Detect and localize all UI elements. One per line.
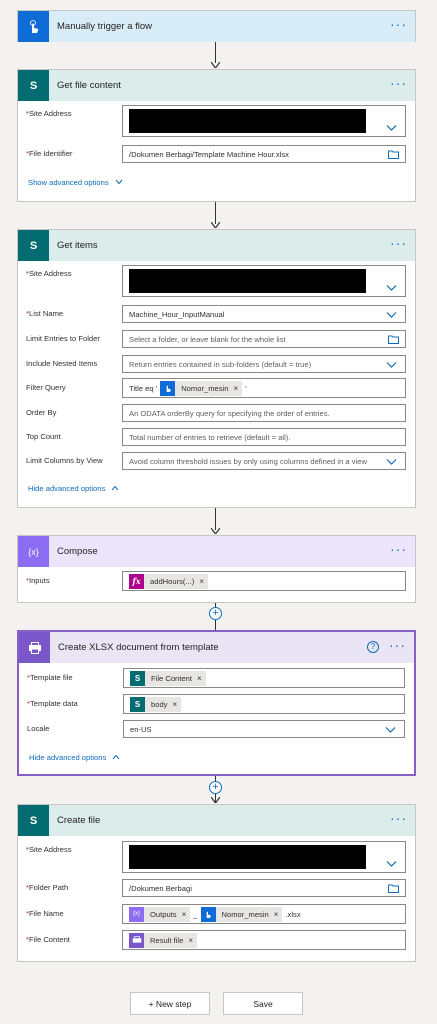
- get-items-header[interactable]: [18, 230, 415, 261]
- arrow-down-icon: [211, 62, 220, 68]
- compose-card: [17, 535, 416, 603]
- save-button[interactable]: Save: [223, 992, 303, 1015]
- remove-token-icon[interactable]: ×: [172, 699, 178, 709]
- get-file-content-card: [17, 69, 416, 202]
- chevron-down-icon: [385, 724, 396, 735]
- site-address-dropdown[interactable]: [122, 105, 406, 137]
- get-file-content-header[interactable]: [18, 70, 415, 101]
- order-by-placeholder: An ODATA orderBy query for specifying the order of entries.: [129, 408, 330, 418]
- add-hours-token[interactable]: [129, 574, 208, 589]
- create-xlsx-card: [17, 630, 416, 776]
- get-items-card: [17, 229, 416, 508]
- nested-items-placeholder: Return entries contained in sub-folders (default = true): [129, 359, 312, 369]
- redacted-block: [129, 269, 366, 293]
- file-name-label: *File Name: [26, 909, 64, 918]
- redacted-block: [129, 845, 366, 869]
- more-options-icon[interactable]: ···: [390, 810, 407, 826]
- arrow-down-icon: [211, 528, 220, 534]
- file-content-label: *File Content: [26, 935, 70, 944]
- trigger-card[interactable]: [17, 10, 416, 42]
- limit-columns-placeholder: Avoid column threshold issues by only using columns defined in a view: [129, 456, 367, 466]
- card-title: Get items: [57, 240, 98, 251]
- sharepoint-icon: S: [130, 697, 145, 712]
- chevron-down-icon: [386, 122, 397, 133]
- chevron-down-icon: [386, 858, 397, 869]
- locale-dropdown[interactable]: [123, 720, 405, 738]
- folder-path-field[interactable]: [122, 879, 406, 897]
- printer-icon: [19, 632, 50, 663]
- list-name-value: Machine_Hour_InputManual: [129, 309, 225, 319]
- template-file-label: *Template file: [27, 673, 73, 682]
- template-data-field[interactable]: [123, 694, 405, 714]
- template-file-field[interactable]: [123, 668, 405, 688]
- remove-token-icon[interactable]: ×: [196, 673, 202, 683]
- file-identifier-field[interactable]: [122, 145, 406, 163]
- result-file-token[interactable]: [129, 933, 197, 948]
- chevron-down-icon: [386, 359, 397, 370]
- token-label: Outputs: [150, 909, 177, 919]
- sharepoint-icon: S: [18, 230, 49, 261]
- insert-step-button[interactable]: +: [209, 607, 222, 620]
- folder-icon[interactable]: [388, 884, 399, 893]
- limit-columns-label: Limit Columns by View: [26, 456, 103, 465]
- more-options-icon[interactable]: ···: [390, 16, 407, 32]
- trigger-header[interactable]: [18, 11, 415, 42]
- touch-icon: [18, 11, 49, 42]
- limit-folder-placeholder: Select a folder, or leave blank for the whole list: [129, 334, 286, 344]
- site-address-label: *Site Address: [26, 109, 72, 118]
- redacted-block: [129, 109, 366, 133]
- show-advanced-options-link[interactable]: Show advanced options: [28, 178, 123, 187]
- remove-token-icon[interactable]: ×: [188, 935, 194, 945]
- template-data-label: *Template data: [27, 699, 78, 708]
- top-count-placeholder: Total number of entries to retrieve (default = all).: [129, 432, 291, 442]
- remove-token-icon[interactable]: ×: [181, 909, 187, 919]
- card-title: Get file content: [57, 80, 121, 91]
- locale-label: Locale: [27, 724, 50, 733]
- chevron-up-icon: [112, 754, 120, 760]
- top-count-label: Top Count: [26, 432, 61, 441]
- site-address-dropdown[interactable]: [122, 265, 406, 297]
- locale-value: en-US: [130, 724, 152, 734]
- chevron-down-icon: [386, 456, 397, 467]
- filter-prefix-text: Title eq ': [129, 383, 158, 393]
- token-label: addHours(...): [150, 576, 195, 586]
- nomor-mesin-token[interactable]: [201, 907, 283, 922]
- limit-columns-dropdown[interactable]: [122, 452, 406, 470]
- inputs-field[interactable]: [122, 571, 406, 591]
- nomor-mesin-token[interactable]: [160, 381, 242, 396]
- limit-folder-label: Limit Entries to Folder: [26, 334, 100, 343]
- list-name-label: *List Name: [26, 309, 64, 318]
- outputs-token[interactable]: [129, 907, 190, 922]
- more-options-icon[interactable]: ···: [390, 75, 407, 91]
- connector-line: [215, 202, 216, 224]
- folder-icon[interactable]: [388, 150, 399, 159]
- card-title: Create XLSX document from template: [58, 642, 219, 653]
- more-options-icon[interactable]: ···: [390, 235, 407, 251]
- token-label: Nomor_mesin: [181, 383, 229, 393]
- chevron-down-icon: [115, 179, 123, 185]
- create-xlsx-header[interactable]: [19, 632, 414, 663]
- chevron-down-icon: [386, 282, 397, 293]
- file-content-token[interactable]: [130, 671, 206, 686]
- sharepoint-icon: S: [130, 671, 145, 686]
- list-name-dropdown[interactable]: [122, 305, 406, 323]
- filter-query-field[interactable]: [122, 378, 406, 398]
- body-token[interactable]: [130, 697, 181, 712]
- hide-advanced-options-link[interactable]: Hide advanced options: [29, 753, 120, 762]
- touch-icon: [201, 907, 216, 922]
- nested-items-label: Include Nested Items: [26, 359, 98, 368]
- more-options-icon[interactable]: ···: [389, 637, 406, 653]
- limit-folder-field[interactable]: [122, 330, 406, 348]
- fx-icon: fx: [129, 574, 144, 589]
- site-address-label: *Site Address: [26, 269, 72, 278]
- more-options-icon[interactable]: ···: [390, 541, 407, 557]
- remove-token-icon[interactable]: ×: [273, 909, 279, 919]
- arrow-down-icon: [211, 222, 220, 228]
- insert-step-button[interactable]: +: [209, 781, 222, 794]
- file-name-field[interactable]: [122, 904, 406, 924]
- remove-token-icon[interactable]: ×: [233, 383, 239, 393]
- file-identifier-label: *File Identifier: [26, 149, 73, 158]
- folder-path-label: *Folder Path: [26, 883, 69, 892]
- create-file-card: [17, 804, 416, 962]
- token-label: File Content: [151, 673, 192, 683]
- printer-icon: [129, 933, 144, 948]
- sharepoint-icon: S: [18, 805, 49, 836]
- compose-header[interactable]: [18, 536, 415, 567]
- card-title: Manually trigger a flow: [57, 21, 153, 32]
- card-title: Create file: [57, 815, 101, 826]
- nested-items-dropdown[interactable]: [122, 355, 406, 373]
- top-count-field[interactable]: [122, 428, 406, 446]
- inputs-label: *Inputs: [26, 576, 50, 585]
- chevron-down-icon: [386, 309, 397, 320]
- create-file-header[interactable]: [18, 805, 415, 836]
- hide-advanced-options-link[interactable]: Hide advanced options: [28, 484, 119, 493]
- arrow-down-icon: [211, 797, 220, 803]
- site-address-dropdown[interactable]: [122, 841, 406, 873]
- token-label: Result file: [150, 935, 184, 945]
- folder-path-value: /Dokumen Berbagi: [129, 883, 192, 893]
- compose-icon: {x}: [18, 536, 49, 567]
- touch-icon: [160, 381, 175, 396]
- filter-suffix-text: ': [245, 383, 247, 393]
- chevron-up-icon: [111, 485, 119, 491]
- site-address-label: *Site Address: [26, 845, 72, 854]
- filter-query-label: Filter Query: [26, 383, 66, 392]
- file-content-field[interactable]: [122, 930, 406, 950]
- remove-token-icon[interactable]: ×: [199, 576, 204, 586]
- folder-icon[interactable]: [388, 335, 399, 344]
- order-by-label: Order By: [26, 408, 57, 417]
- compose-icon: {x}: [129, 907, 144, 922]
- connector-line: [215, 41, 216, 63]
- separator-text: _: [193, 909, 198, 919]
- order-by-field[interactable]: [122, 404, 406, 422]
- sharepoint-icon: S: [18, 70, 49, 101]
- token-label: Nomor_mesin: [221, 909, 269, 919]
- connector-line: [215, 508, 216, 530]
- card-title: Compose: [57, 546, 98, 557]
- new-step-button[interactable]: + New step: [130, 992, 210, 1015]
- extension-text: .xlsx: [285, 909, 301, 919]
- token-label: body: [151, 699, 168, 709]
- file-identifier-value: /Dokumen Berbagi/Template Machine Hour.xlsx: [129, 149, 289, 159]
- help-icon[interactable]: ?: [367, 641, 379, 653]
